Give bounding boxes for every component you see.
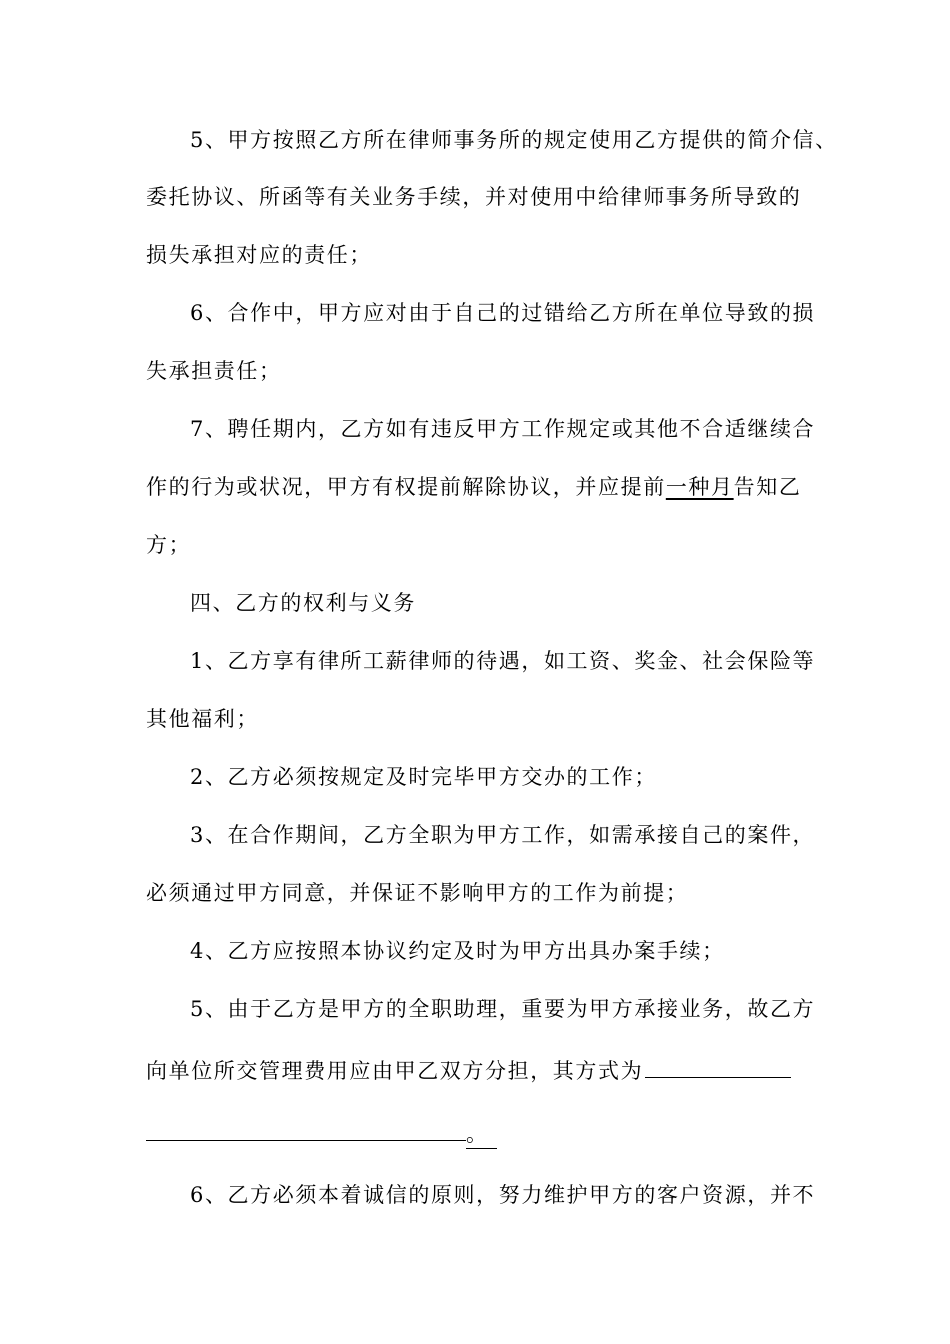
paragraph-line [146,1055,791,1083]
paragraph-line: 6、合作中，甲方应对由于自己的过错给乙方所在单位导致的损 [190,301,816,325]
paragraph-line: 6、乙方必须本着诚信的原则，努力维护甲方的客户资源，并不 [190,1183,816,1207]
section-heading: 四、乙方的权利与义务 [190,591,416,615]
underlined-term: 一种月 [665,475,734,499]
fill-in-blank [645,1055,791,1078]
paragraph-line: 2、乙方必须按规定及时完毕甲方交办的工作； [190,765,657,789]
paragraph-line: 必须通过甲方同意，并保证不影响甲方的工作为前提； [146,881,689,905]
line-end-punctuation: 。 [466,1120,497,1149]
paragraph-line: 5、甲方按照乙方所在律师事务所的规定使用乙方提供的简介信、 [190,128,838,152]
paragraph-line [146,1118,497,1146]
paragraph-line: 7、聘任期内，乙方如有违反甲方工作规定或其他不合适继续合 [190,417,816,441]
paragraph-line: 4、乙方应按照本协议约定及时为甲方出具办案手续； [190,939,725,963]
line-text: 向单位所交管理费用应由甲乙双方分担，其方式为 [146,1059,644,1083]
paragraph-line: 失承担责任； [146,359,282,383]
paragraph-line: 5、由于乙方是甲方的全职助理，重要为甲方承接业务，故乙方 [190,997,816,1021]
fill-in-blank [146,1118,466,1141]
paragraph-line: 方； [146,533,192,557]
paragraph-line: 1、乙方享有律所工薪律师的待遇，如工资、奖金、社会保险等 [190,649,816,673]
paragraph-line: 损失承担对应的责任； [146,243,372,267]
line-text: 作的行为或状况，甲方有权提前解除协议，并应提前 [146,475,666,499]
line-text: 告知乙 [733,475,802,499]
paragraph-line: 3、在合作期间，乙方全职为甲方工作，如需承接自己的案件， [190,823,816,847]
paragraph-line: 委托协议、所函等有关业务手续，并对使用中给律师事务所导致的 [146,185,802,209]
paragraph-line: 其他福利； [146,707,259,731]
paragraph-line [146,473,801,501]
